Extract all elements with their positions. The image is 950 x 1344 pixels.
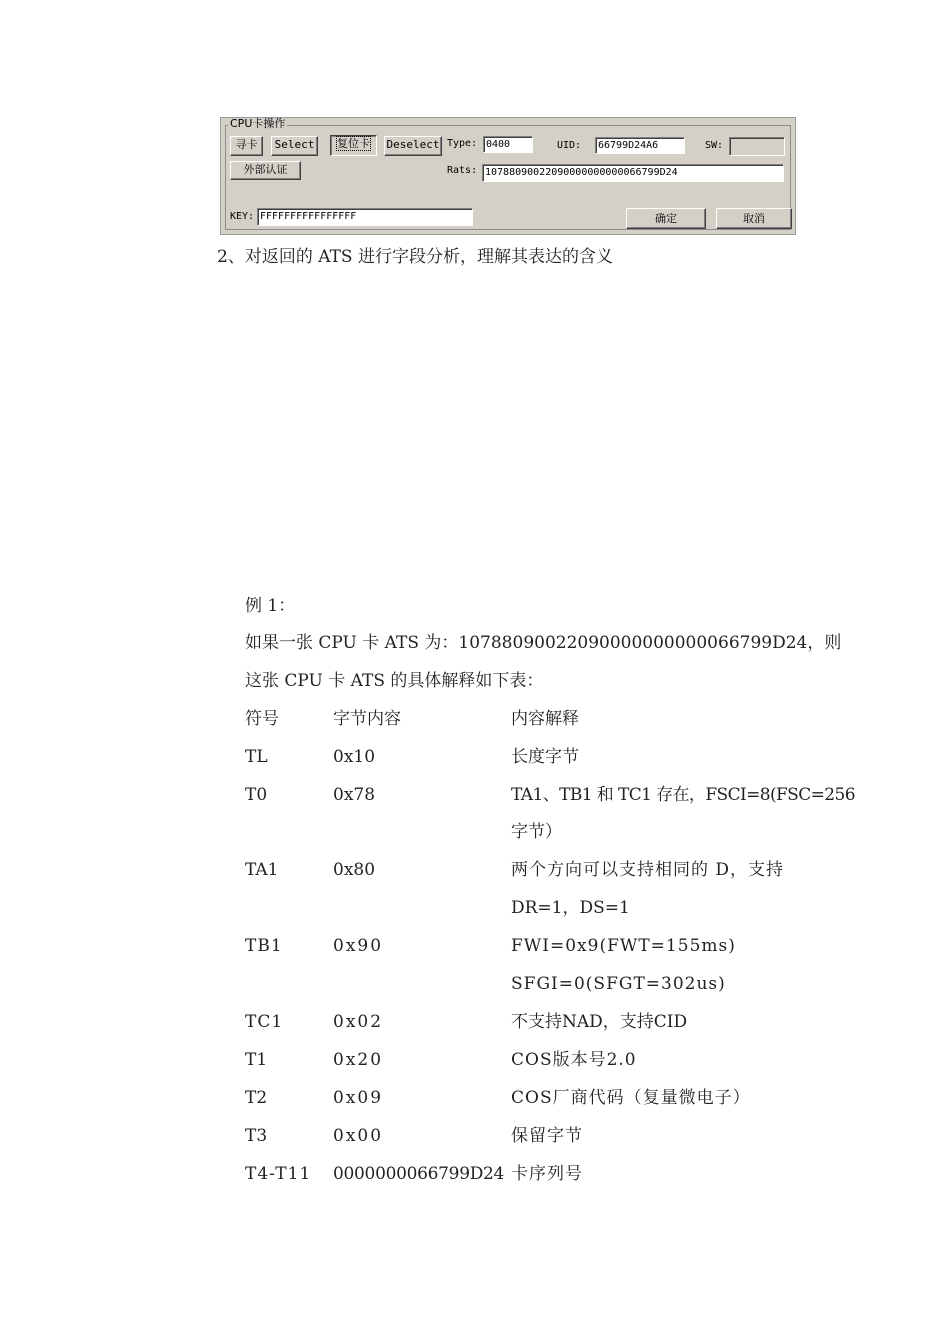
- ok-button[interactable]: [626, 208, 706, 229]
- header-explanation: 内容解释: [511, 709, 579, 729]
- example-title: 例 1：: [245, 596, 296, 616]
- table-row: [245, 935, 845, 957]
- table-row: [245, 1125, 845, 1147]
- rats-field[interactable]: 10788090022090000000000066799D24: [482, 164, 784, 182]
- row-desc: 卡序列号: [511, 1164, 583, 1184]
- row-desc: 保留字节: [511, 1126, 583, 1146]
- row-content: 0x80: [333, 860, 376, 880]
- table-row: [245, 859, 845, 881]
- row-desc: TA1、TB1 和 TC1 存在，FSCI=8(FSC=256: [511, 785, 855, 805]
- key-field[interactable]: FFFFFFFFFFFFFFFF: [257, 208, 473, 226]
- type-label: Type:: [447, 138, 478, 149]
- groupbox-title: CPU卡操作: [230, 117, 286, 130]
- row-symbol: T2: [245, 1088, 268, 1108]
- find-card-button[interactable]: [230, 136, 263, 156]
- table-row-continuation: [245, 821, 845, 843]
- row-content: 0x10: [333, 747, 376, 767]
- row-symbol: TB1: [245, 936, 283, 956]
- deselect-label: Deselect: [386, 138, 440, 151]
- row-content: 0x09: [333, 1088, 384, 1108]
- row-desc-cont: DR=1，DS=1: [511, 898, 630, 918]
- deselect-button[interactable]: [384, 136, 442, 156]
- row-desc: COS版本号2.0: [511, 1050, 637, 1070]
- row-desc: 不支持NAD，支持CID: [511, 1012, 688, 1032]
- key-label: KEY:: [230, 211, 255, 222]
- row-desc-cont: SFGI=0(SFGT=302us): [511, 974, 726, 994]
- row-symbol: T3: [245, 1126, 268, 1146]
- reset-card-label: 复位卡: [337, 137, 370, 150]
- table-row: [245, 746, 845, 768]
- select-button[interactable]: [271, 136, 318, 156]
- row-desc-cont: 字节）: [511, 822, 562, 842]
- external-auth-label: 外部认证: [243, 163, 288, 176]
- table-row: [245, 1011, 845, 1033]
- table-row: [245, 1087, 845, 1109]
- row-content: 0x02: [333, 1012, 384, 1032]
- step-heading: 2、对返回的 ATS 进行字段分析，理解其表达的含义: [217, 247, 613, 267]
- cancel-label: 取消: [743, 212, 765, 225]
- cancel-button[interactable]: [716, 208, 792, 229]
- row-desc: 两个方向可以支持相同的 D，支持: [511, 860, 785, 880]
- row-desc: FWI=0x9(FWT=155ms): [511, 936, 736, 956]
- row-symbol: TL: [245, 747, 268, 767]
- row-content: 0000000066799D24: [333, 1164, 505, 1184]
- select-label: Select: [274, 138, 315, 151]
- table-row-continuation: [245, 897, 845, 919]
- table-row: [245, 1049, 845, 1071]
- uid-field[interactable]: 66799D24A6: [595, 137, 685, 154]
- cpu-card-dialog: [220, 117, 796, 235]
- uid-label: UID:: [557, 140, 582, 151]
- row-symbol: T4-T11: [245, 1164, 312, 1184]
- sw-label: SW:: [705, 140, 724, 151]
- row-symbol: TC1: [245, 1012, 284, 1032]
- external-auth-button[interactable]: [230, 161, 301, 180]
- find-card-label: 寻卡: [235, 138, 258, 151]
- row-symbol: T0: [245, 785, 268, 805]
- row-symbol: TA1: [245, 860, 279, 880]
- row-desc: COS厂商代码（复量微电子）: [511, 1088, 751, 1108]
- ok-label: 确定: [655, 212, 677, 225]
- sw-field[interactable]: [729, 137, 785, 156]
- type-field[interactable]: 0400: [483, 136, 533, 153]
- rats-label: Rats:: [447, 165, 478, 176]
- header-byte-content: 字节内容: [333, 709, 401, 729]
- header-symbol: 符号: [245, 709, 279, 729]
- table-row: [245, 784, 855, 806]
- row-symbol: T1: [245, 1050, 268, 1070]
- intro-line-1: 如果一张 CPU 卡 ATS 为：10788090022090000000000066799D24，则: [245, 633, 842, 653]
- reset-card-button[interactable]: [330, 135, 377, 156]
- row-content: 0x00: [333, 1126, 384, 1146]
- row-desc: 长度字节: [511, 747, 579, 767]
- intro-line-2: 这张 CPU 卡 ATS 的具体解释如下表：: [245, 671, 544, 691]
- row-content: 0x90: [333, 936, 384, 956]
- table-row: [245, 1163, 845, 1185]
- row-content: 0x78: [333, 785, 376, 805]
- table-header-row: [245, 708, 845, 730]
- row-content: 0x20: [333, 1050, 384, 1070]
- table-row-continuation: [245, 973, 845, 995]
